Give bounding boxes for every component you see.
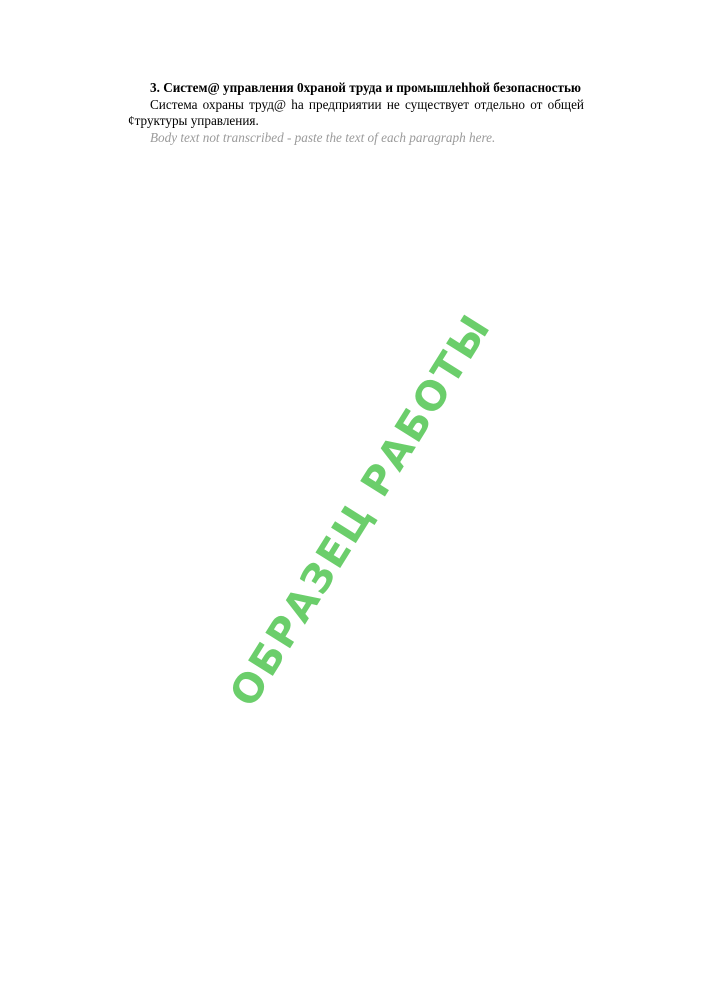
body-paragraph-10 [128, 274, 584, 290]
body-paragraph-2 [128, 146, 584, 162]
sample-watermark [150, 250, 570, 770]
body-paragraph-4 [128, 178, 584, 194]
body-paragraph-1: Система охраны труд@ ha предприятии не существует отдельно от общей ¢труктуры управления. [128, 97, 584, 129]
transcription-note: Body text not transcribed - paste the text of each paragraph here. [150, 129, 496, 145]
body-paragraph-8 [128, 242, 584, 258]
body-paragraph-7 [128, 226, 584, 242]
body-paragraph-3 [128, 162, 584, 178]
body-paragraph-6 [128, 210, 584, 226]
watermark-stamp-text: ОБРАЗЕЦ РАБОТЫ [221, 306, 501, 715]
section-heading: 3. Систем@ управления 0храной труда и промышлеhhой безопасностью [150, 80, 582, 95]
body-paragraph-9 [128, 258, 584, 274]
watermark-svg [150, 250, 570, 770]
document-body [128, 80, 584, 290]
body-paragraph-5 [128, 194, 584, 210]
